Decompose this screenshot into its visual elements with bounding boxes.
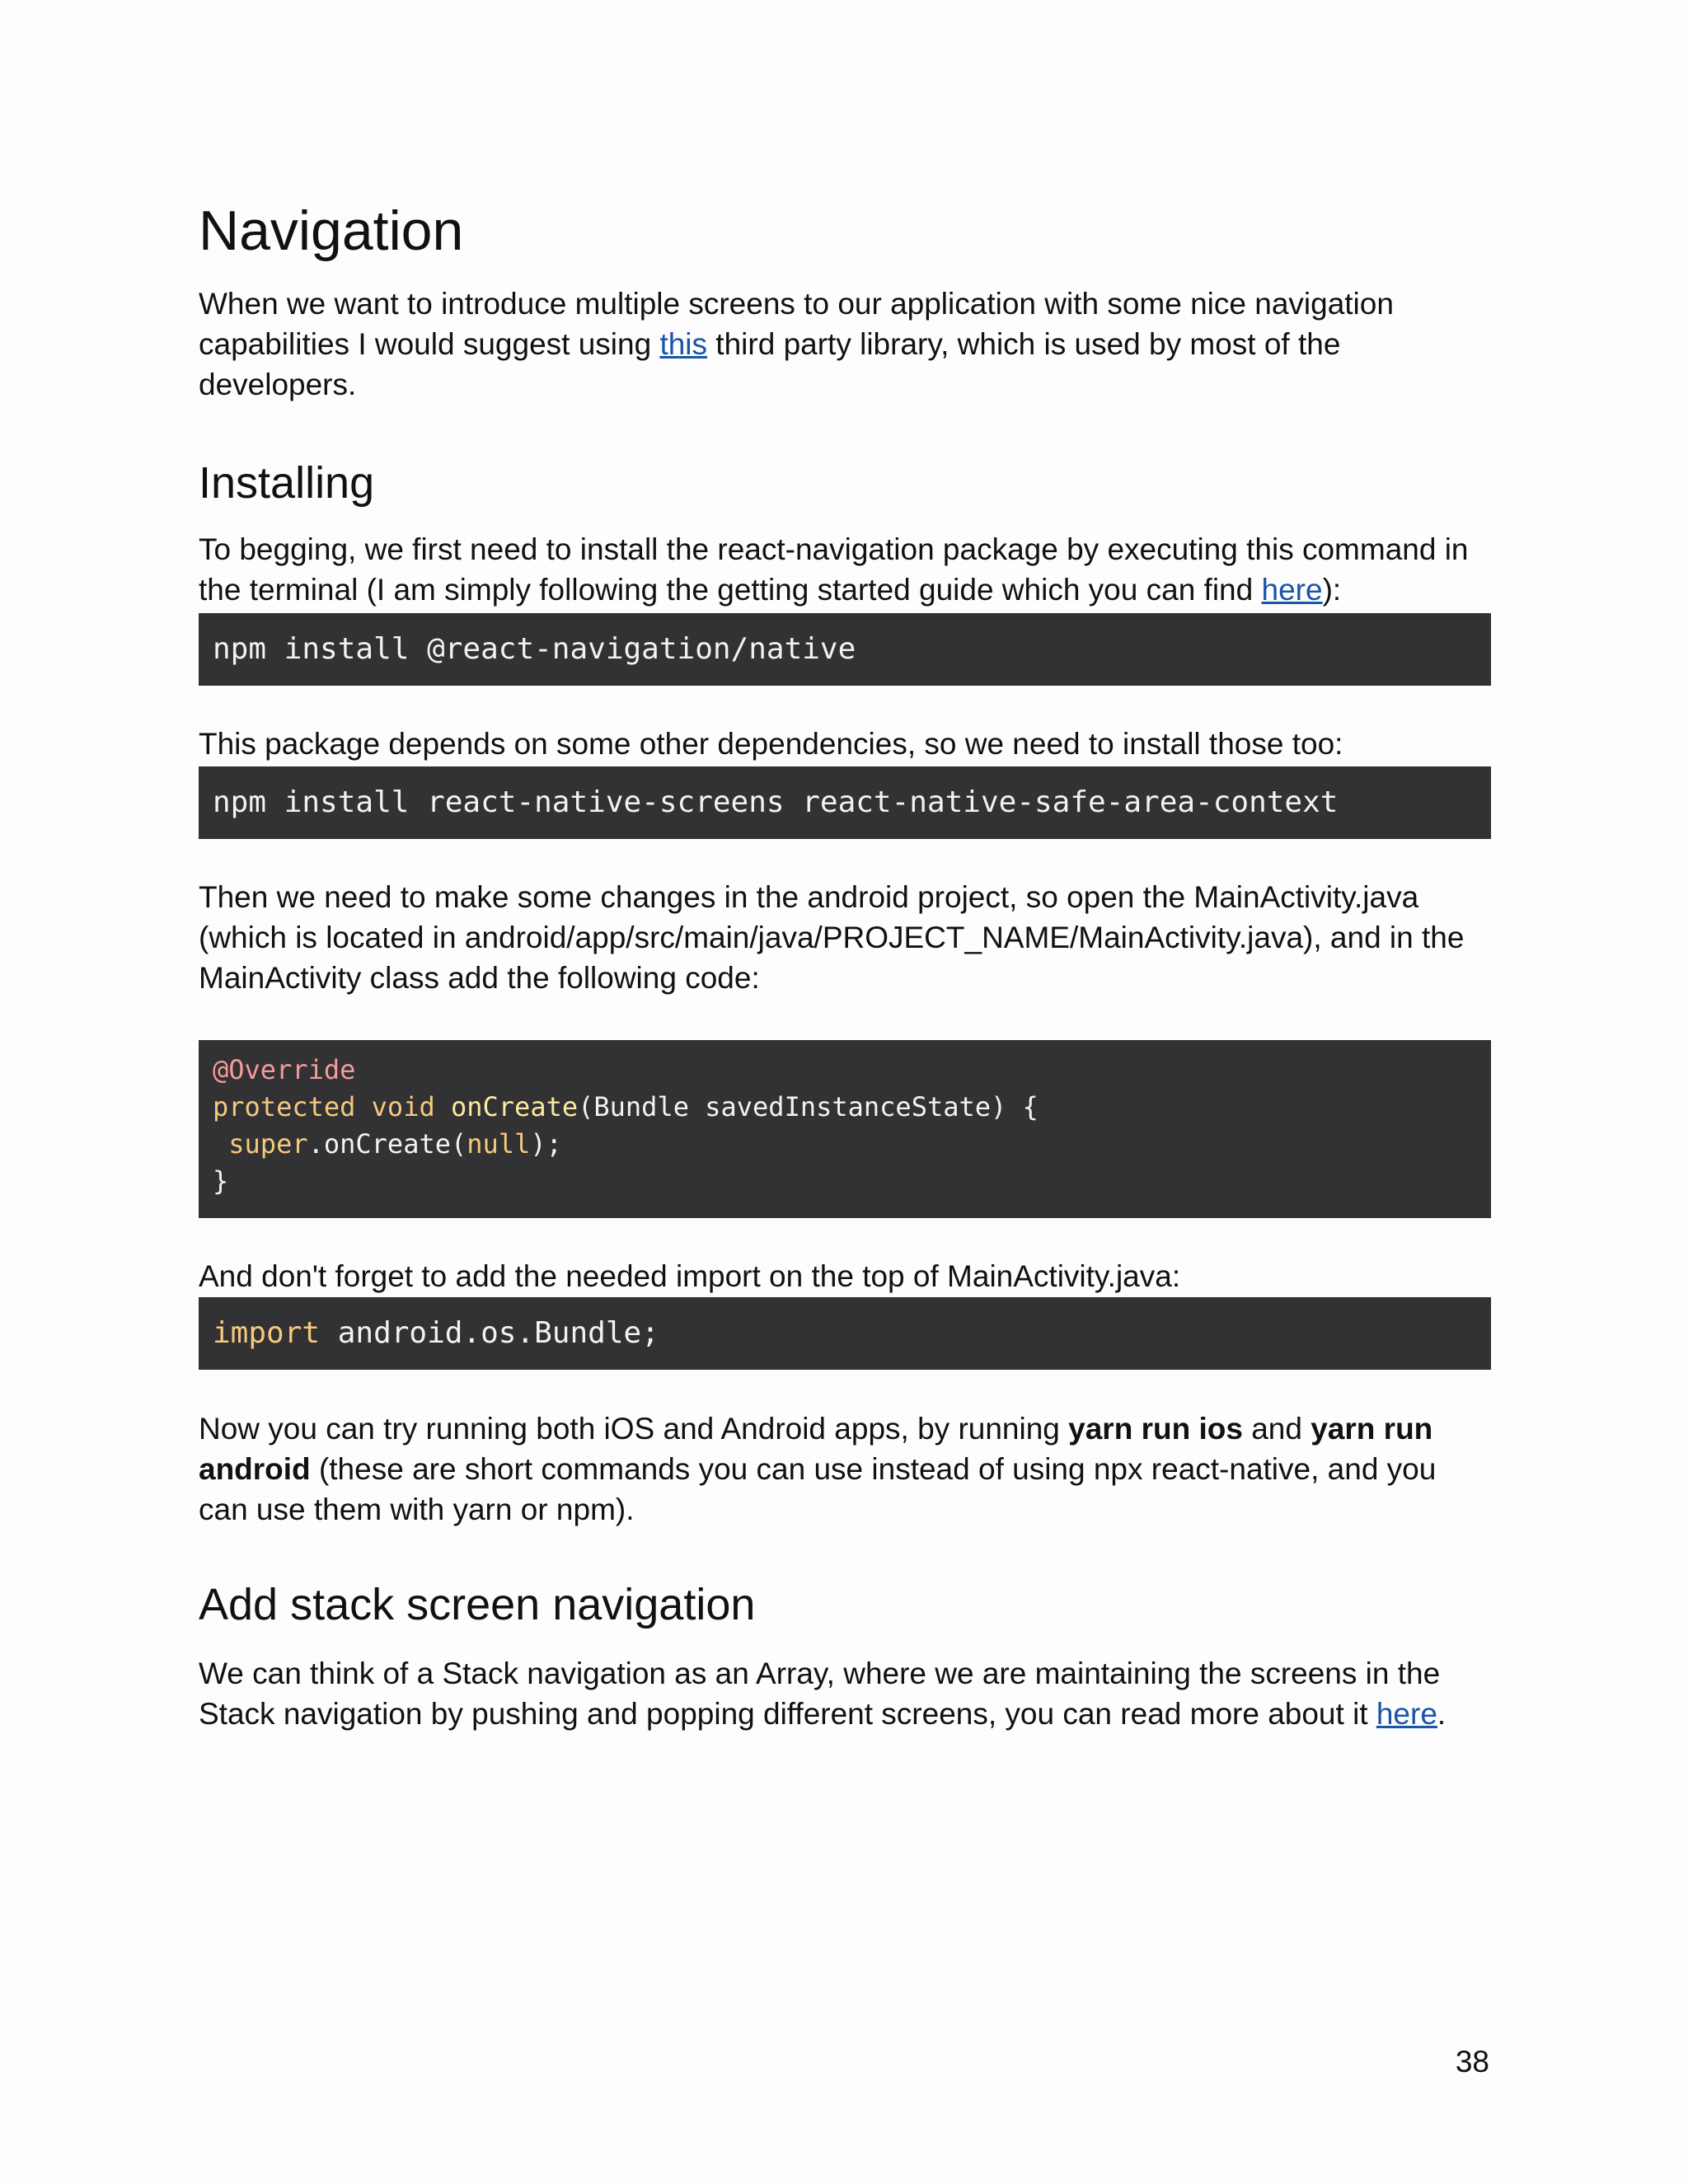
- installing-intro-paragraph: [199, 529, 1491, 610]
- stack-navigation-paragraph: [199, 1653, 1491, 1734]
- navigation-intro-text: When we want to introduce multiple screens to our application with some nice navigation capabilities I would suggest using: [199, 287, 1394, 361]
- run-text: and: [1242, 1412, 1311, 1446]
- library-link[interactable]: this: [659, 327, 708, 361]
- keyword-token: void: [371, 1091, 435, 1122]
- keyword-token: protected: [213, 1091, 356, 1122]
- page-number: 38: [1455, 2045, 1489, 2079]
- code-token: (Bundle savedInstanceState) {: [578, 1091, 1039, 1122]
- code-line: [213, 1297, 1491, 1370]
- keyword-token: super: [228, 1128, 308, 1160]
- stack-navigation-link[interactable]: here: [1376, 1697, 1437, 1731]
- run-apps-paragraph: [199, 1408, 1491, 1530]
- stack-text-end: .: [1437, 1697, 1447, 1731]
- code-block-import: [199, 1297, 1491, 1370]
- import-paragraph: And don't forget to add the needed import on the top of MainActivity.java:: [199, 1259, 1181, 1293]
- heading-add-stack-navigation: Add stack screen navigation: [199, 1580, 756, 1629]
- installing-intro-text: To begging, we first need to install the react-navigation package by executing this command in the terminal (I am simply following the getting started guide which you can find: [199, 532, 1469, 607]
- code-token: );: [530, 1128, 562, 1160]
- dependencies-paragraph: This package depends on some other dependencies, so we need to install those too:: [199, 727, 1343, 761]
- code-line-closing-brace: }: [213, 1165, 229, 1197]
- code-line-annotation: [213, 1052, 1491, 1089]
- run-text: (these are short commands you can use instead of using npx react-native, and you can use them with yarn or npm).: [199, 1452, 1437, 1526]
- command-yarn-run-android: yarn run android: [199, 1412, 1433, 1486]
- stack-text: We can think of a Stack navigation as an Array, where we are maintaining the screens in the Stack navigation by pushing and popping different screens, you can read more about it: [199, 1657, 1441, 1731]
- heading-navigation: Navigation: [199, 199, 464, 262]
- installing-intro-text-end: ):: [1322, 573, 1342, 607]
- keyword-token: import: [213, 1316, 321, 1350]
- code-line-super-call: [213, 1126, 1491, 1163]
- navigation-intro-text-end: third party library, which is used by most of the developers.: [199, 327, 1341, 401]
- code-block-oncreate: [199, 1040, 1491, 1218]
- run-text: Now you can try running both iOS and Android apps, by running: [199, 1412, 1069, 1446]
- heading-installing: Installing: [199, 458, 375, 508]
- code-line: npm install @react-navigation/native: [213, 632, 856, 666]
- android-changes-paragraph: Then we need to make some changes in the android project, so open the MainActivity.java (which is located in android/app/src/main/java/PROJECT_NAME/MainActivity.java), and in the MainActivity class add the following code:: [199, 880, 1465, 995]
- keyword-token: null: [467, 1128, 531, 1160]
- command-yarn-run-ios: yarn run ios: [1068, 1412, 1243, 1446]
- function-token: onCreate: [450, 1091, 579, 1122]
- code-line: npm install react-native-screens react-native-safe-area-context: [213, 785, 1339, 819]
- code-line-method-signature: [213, 1089, 1491, 1126]
- navigation-intro-paragraph: [199, 284, 1491, 405]
- code-block-install-native: [199, 613, 1491, 686]
- annotation-token: @Override: [213, 1054, 356, 1085]
- code-block-install-deps: [199, 766, 1491, 839]
- code-token: .onCreate(: [307, 1128, 467, 1160]
- code-token: android.os.Bundle;: [320, 1316, 659, 1350]
- getting-started-link[interactable]: here: [1261, 573, 1323, 607]
